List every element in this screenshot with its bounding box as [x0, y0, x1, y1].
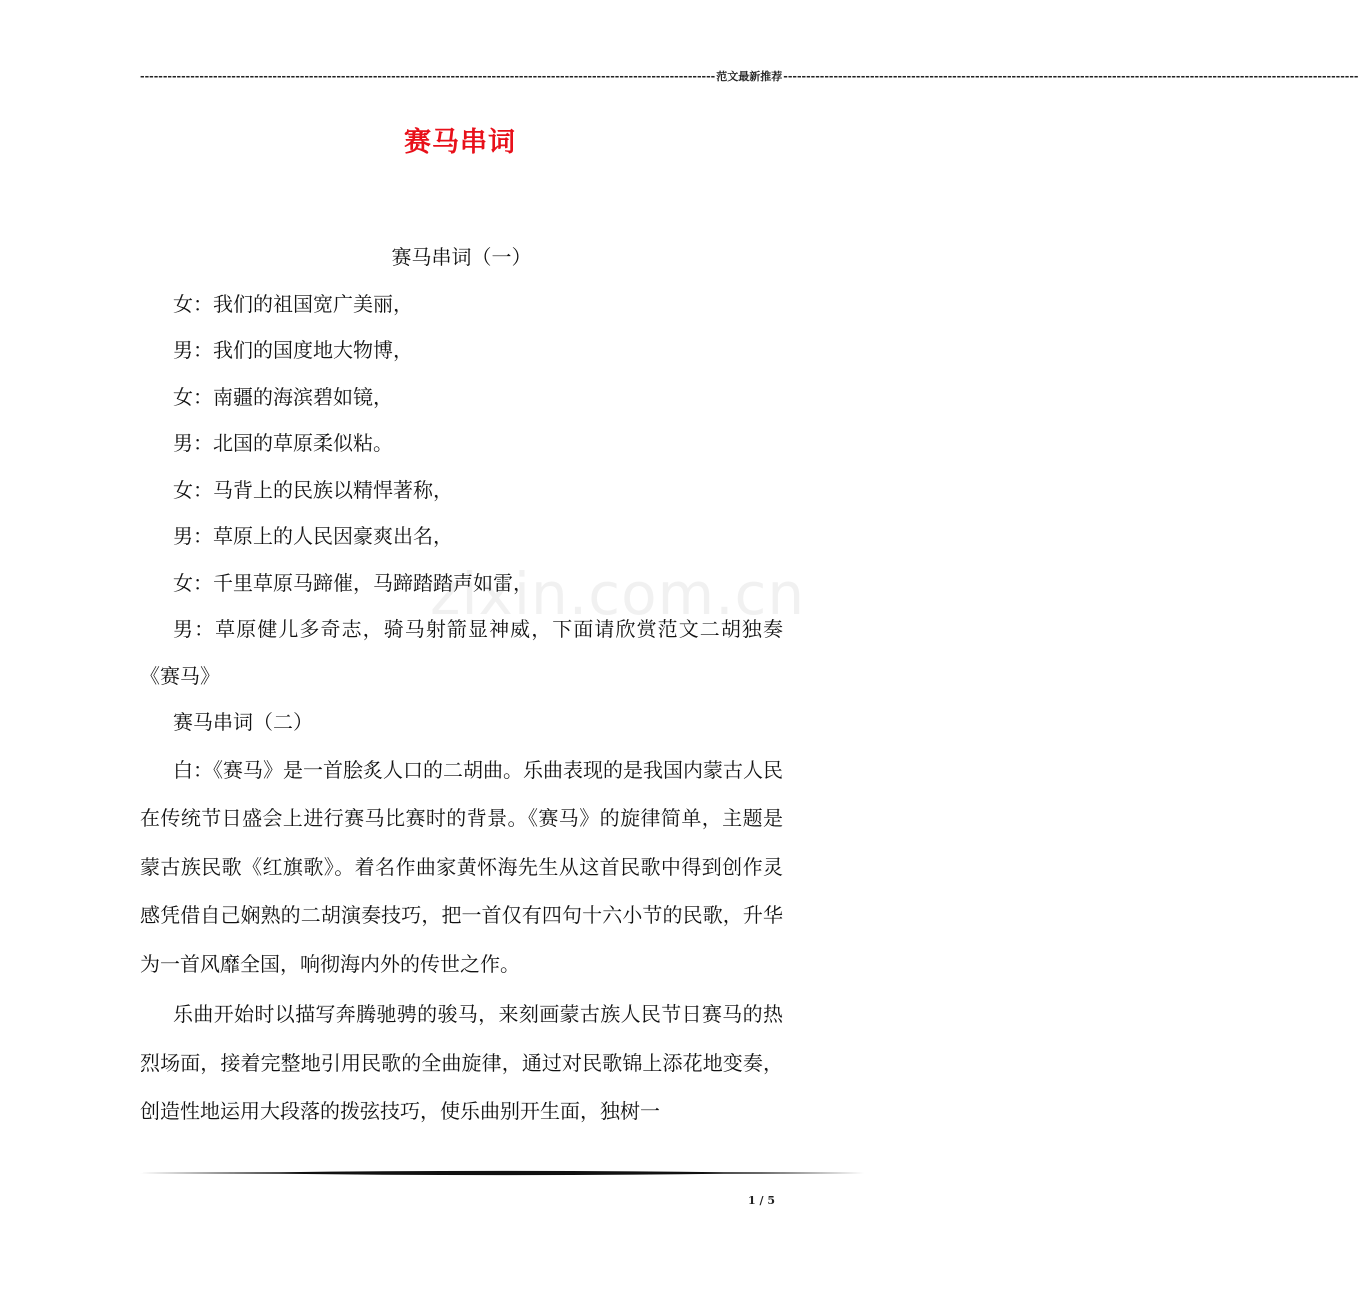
page-header: [140, 68, 1359, 84]
dialogue-line: 男：我们的国度地大物博，: [173, 338, 413, 362]
dialogue-line: 男：草原上的人民因豪爽出名，: [173, 524, 453, 548]
document-title: 赛马串词: [404, 127, 516, 158]
document-body: [140, 234, 783, 1136]
body-paragraph: 乐曲开始时以描写奔腾驰骋的骏马，来刻画蒙古族人民节日赛马的热烈场面，接着完整地引用民歌的全曲旋律，通过对民歌锦上添花地变奏，创造性地运用大段落的拨弦技巧，使乐曲别开生面，独树一: [140, 1002, 783, 1123]
dialogue-line: 女：千里草原马蹄催，马蹄踏踏声如雷，: [173, 570, 533, 595]
section-heading-1: 赛马串词（一）: [391, 245, 532, 269]
dialogue-line: 女：马背上的民族以精悍著称，: [173, 477, 453, 502]
dialogue-line: 男：草原健儿多奇志，骑马射箭显神威，下面请欣赏范文二胡独奏《赛马》: [140, 617, 783, 688]
body-paragraph: 白：《赛马》是一首脍炙人口的二胡曲。乐曲表现的是我国内蒙古人民在传统节日盛会上进行赛马比赛时的背景。《赛马》的旋律简单，主题是蒙古族民歌《红旗歌》。着名作曲家黄怀海先生从这首民歌中得到创作灵感凭借自己娴熟的二胡演奏技巧，把一首仅有四句十六小节的民歌，升华为一首风靡全国，响彻海内外的传世之作。: [140, 757, 783, 976]
header-text: 范文最新推荐: [716, 70, 783, 83]
page-number: 1 / 5: [748, 1194, 775, 1207]
dialogue-line: 女：南疆的海滨碧如镜，: [173, 384, 393, 409]
header-left-rule: ------------------------------------------------------------------------------------------------------------------------------: [140, 69, 716, 83]
dialogue-line: 女：我们的祖国宽广美丽，: [173, 291, 413, 316]
dialogue-line: 男：北国的草原柔似粘。: [173, 431, 393, 455]
footer-rule: [140, 1168, 864, 1178]
header-right-rule: ------------------------------------------------------------------------------------------------------------------------------: [783, 69, 1359, 83]
watermark: zixin.com.cn: [430, 560, 806, 628]
section-heading-2: 赛马串词（二）: [173, 710, 313, 734]
